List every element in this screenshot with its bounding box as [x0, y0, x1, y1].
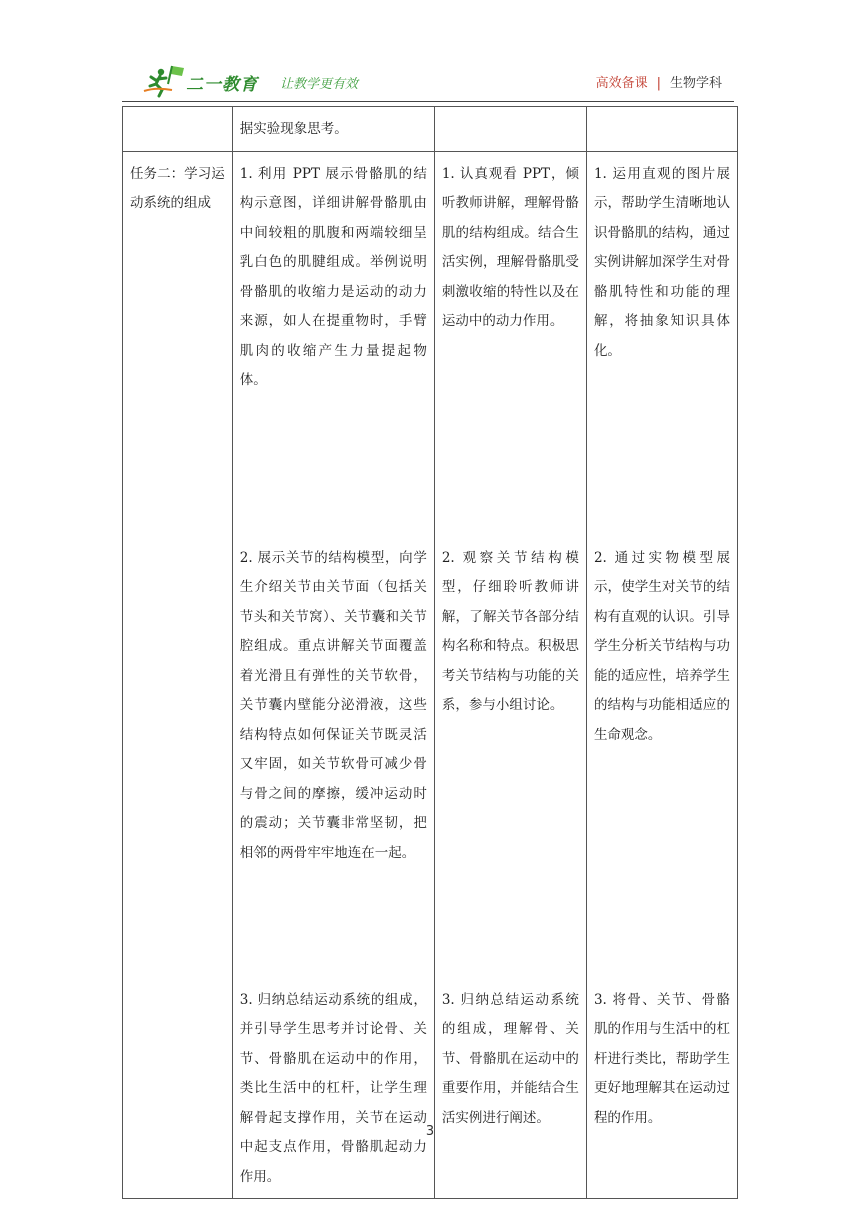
cell-teacher-activities	[232, 151, 434, 1199]
cell-student-activities	[434, 151, 586, 1199]
teacher-step-1: 1. 利用 PPT 展示骨骼肌的结构示意图，详细讲解骨骼肌由中间较粗的肌腹和两端较细呈乳白色的肌腱组成。举例说明骨骼肌的收缩力是运动的动力来源，如人在提重物时，手臂肌肉的收缩产生力量提起物体。	[239, 165, 427, 388]
header-rule	[122, 101, 734, 102]
cell-task-name: 任务二：学习运动系统的组成	[123, 151, 233, 1199]
brand-name: 二一教育	[186, 75, 258, 95]
logo	[142, 64, 382, 98]
table-row-task2	[123, 151, 738, 1199]
student-step-2: 2. 观察关节结构模型，仔细聆听教师讲解，了解关节各部分结构名称和特点。积极思考关节结构与功能的关系，参与小组讨论。	[441, 549, 579, 713]
student-step-3: 3. 归纳总结运动系统的组成，理解骨、关节、骨骼肌在运动中的重要作用，并能结合生活实例进行阐述。	[441, 991, 579, 1126]
teacher-step-3: 3. 归纳总结运动系统的组成，并引导学生思考并讨论骨、关节、骨骼肌在运动中的作用，类比生活中的杠杆，让学生理解骨起支撑作用，关节在运动中起支点作用，骨骼肌起动力作用。	[239, 991, 427, 1185]
lesson-plan-table	[122, 106, 738, 1199]
intent-step-2: 2. 通过实物模型展示，使学生对关节的结构有直观的认识。引导学生分析关节结构与功能的适应性，培养学生的结构与功能相适应的生命观念。	[593, 549, 730, 743]
header-subject: 生物学科	[669, 76, 722, 91]
cell-design-intent	[586, 151, 737, 1199]
table-row-continued	[123, 107, 738, 152]
teacher-step-2: 2. 展示关节的结构模型，向学生介绍关节由关节面（包括关节头和关节窝）、关节囊和关节腔组成。重点讲解关节面覆盖着光滑且有弹性的关节软骨，关节囊内壁能分泌滑液，这些结构特点如何保证关节既灵活又牢固，如关节软骨可减少骨与骨之间的摩擦，缓冲运动时的震动；关节囊非常坚韧，把相邻的两骨牢牢地连在一起。	[239, 549, 427, 861]
header-left-tag: 高效备课	[595, 76, 648, 91]
student-step-1: 1. 认真观看 PPT，倾听教师讲解，理解骨骼肌的结构组成。结合生活实例，理解骨骼肌受刺激收缩的特性以及在运动中的动力作用。	[441, 165, 579, 329]
page-number: 3	[425, 1124, 435, 1139]
cell-task-empty	[123, 107, 233, 152]
header-tags	[596, 72, 722, 91]
intent-step-1: 1. 运用直观的图片展示，帮助学生清晰地认识骨骼肌的结构，通过实例讲解加深学生对骨骼肌特性和功能的理解，将抽象知识具体化。	[593, 165, 730, 359]
brand-slogan: 让教学更有效	[280, 77, 359, 92]
header-separator: |	[656, 76, 661, 91]
cell-student-continued	[434, 107, 586, 152]
running-figure-logo-icon	[142, 64, 188, 98]
cell-teacher-continued: 据实验现象思考。	[232, 107, 434, 152]
cell-intent-continued	[586, 107, 737, 152]
intent-step-3: 3. 将骨、关节、骨骼肌的作用与生活中的杠杆进行类比，帮助学生更好地理解其在运动过程的作用。	[593, 991, 730, 1126]
page-header	[122, 62, 734, 102]
